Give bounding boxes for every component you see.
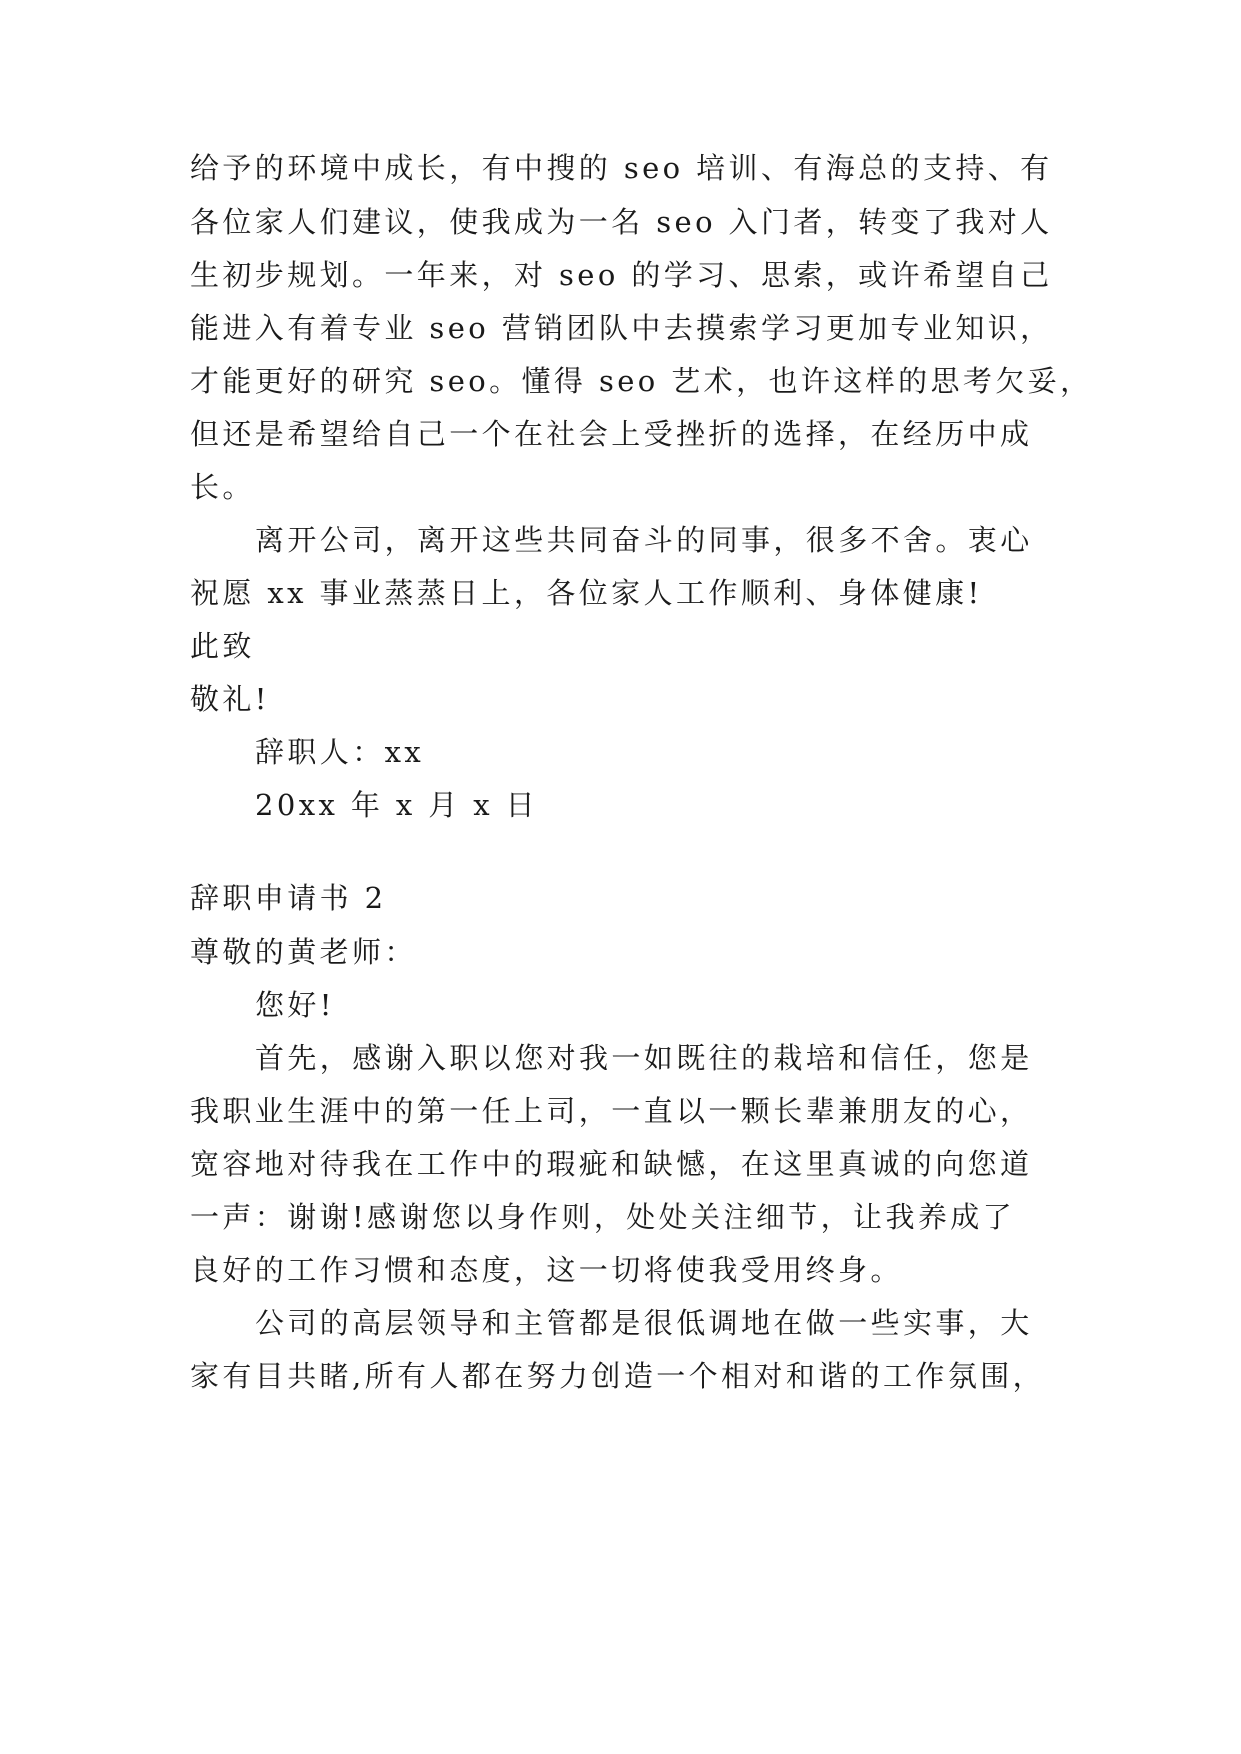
greeting: 您好!: [255, 988, 335, 1022]
paragraph-line: 我职业生涯中的第一任上司，一直以一颗长辈兼朋友的心，: [190, 1094, 1033, 1128]
paragraph-line: 长。: [190, 470, 255, 504]
paragraph-line: 但还是希望给自己一个在社会上受挫折的选择，在经历中成: [190, 417, 1033, 451]
salutation: 尊敬的黄老师：: [190, 935, 417, 969]
closing-salutation: 此致: [190, 629, 255, 663]
closing-regards: 敬礼!: [190, 682, 270, 716]
paragraph-line: 给予的环境中成长，有中搜的 seo 培训、有海总的支持、有: [190, 151, 1053, 185]
paragraph-line: 能进入有着专业 seo 营销团队中去摸索学习更加专业知识，: [190, 311, 1053, 345]
paragraph-line: 公司的高层领导和主管都是很低调地在做一些实事，大: [255, 1306, 1033, 1340]
paragraph-line: 祝愿 xx 事业蒸蒸日上，各位家人工作顺利、身体健康!: [190, 576, 983, 610]
paragraph-line: 良好的工作习惯和态度，这一切将使我受用终身。: [190, 1253, 903, 1287]
paragraph-line: 宽容地对待我在工作中的瑕疵和缺憾，在这里真诚的向您道: [190, 1147, 1033, 1181]
paragraph-line: 生初步规划。一年来，对 seo 的学习、思索，或许希望自己: [190, 258, 1053, 292]
signature: 辞职人：xx: [255, 735, 425, 769]
paragraph-line: 离开公司，离开这些共同奋斗的同事，很多不舍。衷心: [255, 523, 1033, 557]
paragraph-line: 家有目共睹,所有人都在努力创造一个相对和谐的工作氛围，: [190, 1359, 1046, 1393]
paragraph-line: 才能更好的研究 seo。懂得 seo 艺术，也许这样的思考欠妥，: [190, 364, 1093, 398]
section-title: 辞职申请书 2: [190, 881, 387, 915]
paragraph-line: 各位家人们建议，使我成为一名 seo 入门者，转变了我对人: [190, 205, 1053, 239]
date: 20xx 年 x 月 x 日: [255, 788, 539, 822]
paragraph-line: 首先，感谢入职以您对我一如既往的栽培和信任，您是: [255, 1041, 1033, 1075]
paragraph-line: 一声：谢谢!感谢您以身作则，处处关注细节，让我养成了: [190, 1200, 1016, 1234]
